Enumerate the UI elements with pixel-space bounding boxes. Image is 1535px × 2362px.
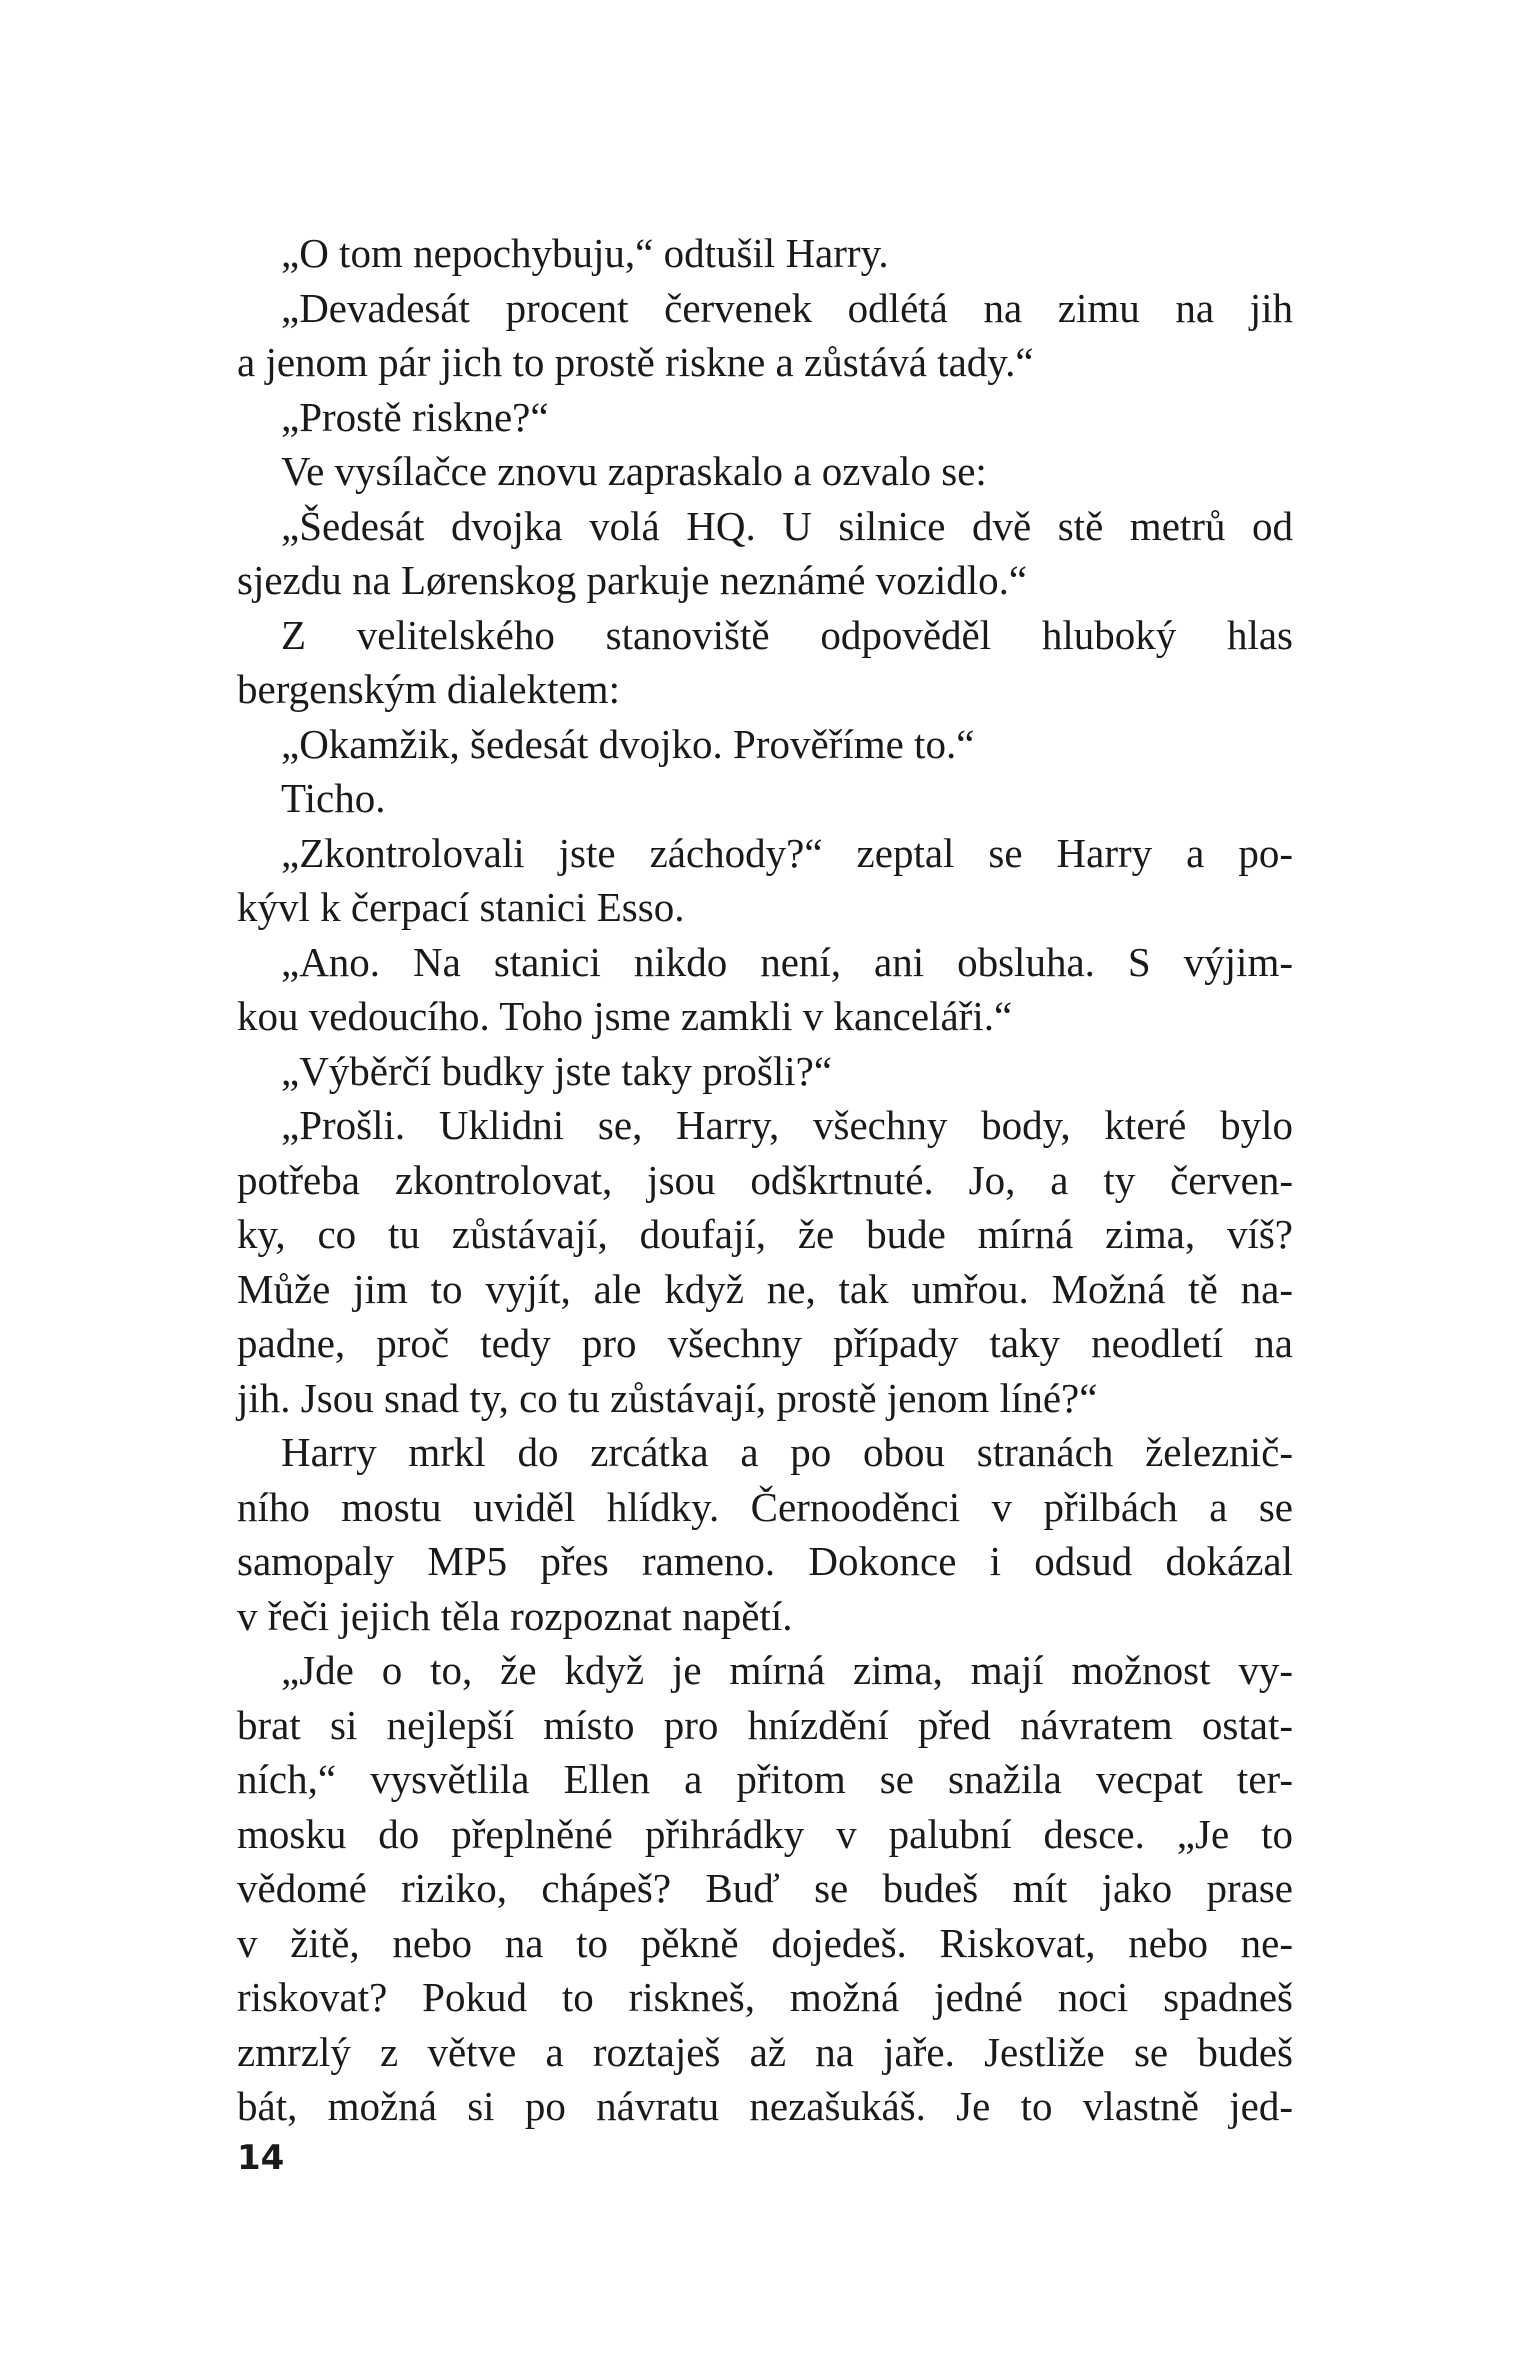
- text-line: „Prostě riskne?“: [281, 393, 549, 440]
- text-line: potřeba zkontrolovat, jsou odškrtnuté. Jo, a ty červen-: [237, 1156, 1293, 1203]
- text-line: „Jde o to, že když je mírná zima, mají možnost vy-: [281, 1647, 1293, 1693]
- text-line: ních,“ vysvětlila Ellen a přitom se snažila vecpat ter-: [237, 1756, 1293, 1802]
- body-text: [237, 226, 1293, 2134]
- text-line: „Ano. Na stanici nikdo není, ani obsluha. S výjim-: [281, 938, 1293, 985]
- page-number: 14: [237, 2138, 285, 2178]
- text-line: ního mostu uviděl hlídky. Černooděnci v přilbách a se: [237, 1483, 1293, 1530]
- text-line: zmrzlý z větve a roztaješ až na jaře. Jestliže se budeš: [237, 2028, 1293, 2075]
- text-line: v žitě, nebo na to pěkně dojedeš. Riskovat, nebo ne-: [237, 1919, 1293, 1966]
- text-line: „O tom nepochybuju,“ odtušil Harry.: [281, 230, 889, 276]
- text-line: padne, proč tedy pro všechny případy taky neodletí na: [237, 1320, 1293, 1366]
- text-line: „Zkontrolovali jste záchody?“ zeptal se Harry a po-: [281, 829, 1293, 876]
- text-line: riskovat? Pokud to riskneš, možná jedné noci spadneš: [237, 1974, 1293, 2020]
- text-line: a jenom pár jich to prostě riskne a zůstává tady.“: [237, 339, 1034, 385]
- text-line: bergenským dialektem:: [237, 666, 620, 712]
- text-line: vědomé riziko, chápeš? Buď se budeš mít jako prase: [237, 1865, 1293, 1911]
- text-line: bát, možná si po návratu nezašukáš. Je to vlastně jed-: [237, 2083, 1293, 2129]
- text-line: mosku do přeplněné přihrádky v palubní desce. „Je to: [237, 1810, 1293, 1857]
- text-line: v řeči jejich těla rozpoznat napětí.: [237, 1592, 793, 1639]
- text-line: kývl k čerpací stanici Esso.: [237, 884, 685, 930]
- text-line: „Prošli. Uklidni se, Harry, všechny body, které bylo: [281, 1102, 1293, 1148]
- text-line: ky, co tu zůstávají, doufají, že bude mírná zima, víš?: [237, 1211, 1293, 1257]
- text-line: „Šedesát dvojka volá HQ. U silnice dvě stě metrů od: [281, 502, 1293, 549]
- text-line: brat si nejlepší místo pro hnízdění před návratem ostat-: [237, 1701, 1293, 1748]
- text-line: Může jim to vyjít, ale když ne, tak umřou. Možná tě na-: [237, 1265, 1293, 1312]
- text-line: Z velitelského stanoviště odpověděl hluboký hlas: [281, 611, 1293, 658]
- text-line: kou vedoucího. Toho jsme zamkli v kanceláři.“: [237, 993, 1013, 1039]
- text-line: sjezdu na Lørenskog parkuje neznámé vozidlo.“: [237, 557, 1028, 603]
- text-line: samopaly MP5 přes rameno. Dokonce i odsud dokázal: [237, 1538, 1293, 1584]
- text-line: jih. Jsou snad ty, co tu zůstávají, prostě jenom líné?“: [237, 1374, 1098, 1421]
- text-line: „Výběrčí budky jste taky prošli?“: [281, 1047, 833, 1094]
- text-line: „Devadesát procent červenek odlétá na zimu na jih: [281, 284, 1293, 331]
- text-line: Ve vysílačce znovu zapraskalo a ozvalo se:: [281, 448, 987, 494]
- text-line: Ticho.: [281, 775, 386, 821]
- text-line: „Okamžik, šedesát dvojko. Prověříme to.“: [281, 720, 975, 767]
- text-line: Harry mrkl do zrcátka a po obou stranách železnič-: [281, 1429, 1293, 1475]
